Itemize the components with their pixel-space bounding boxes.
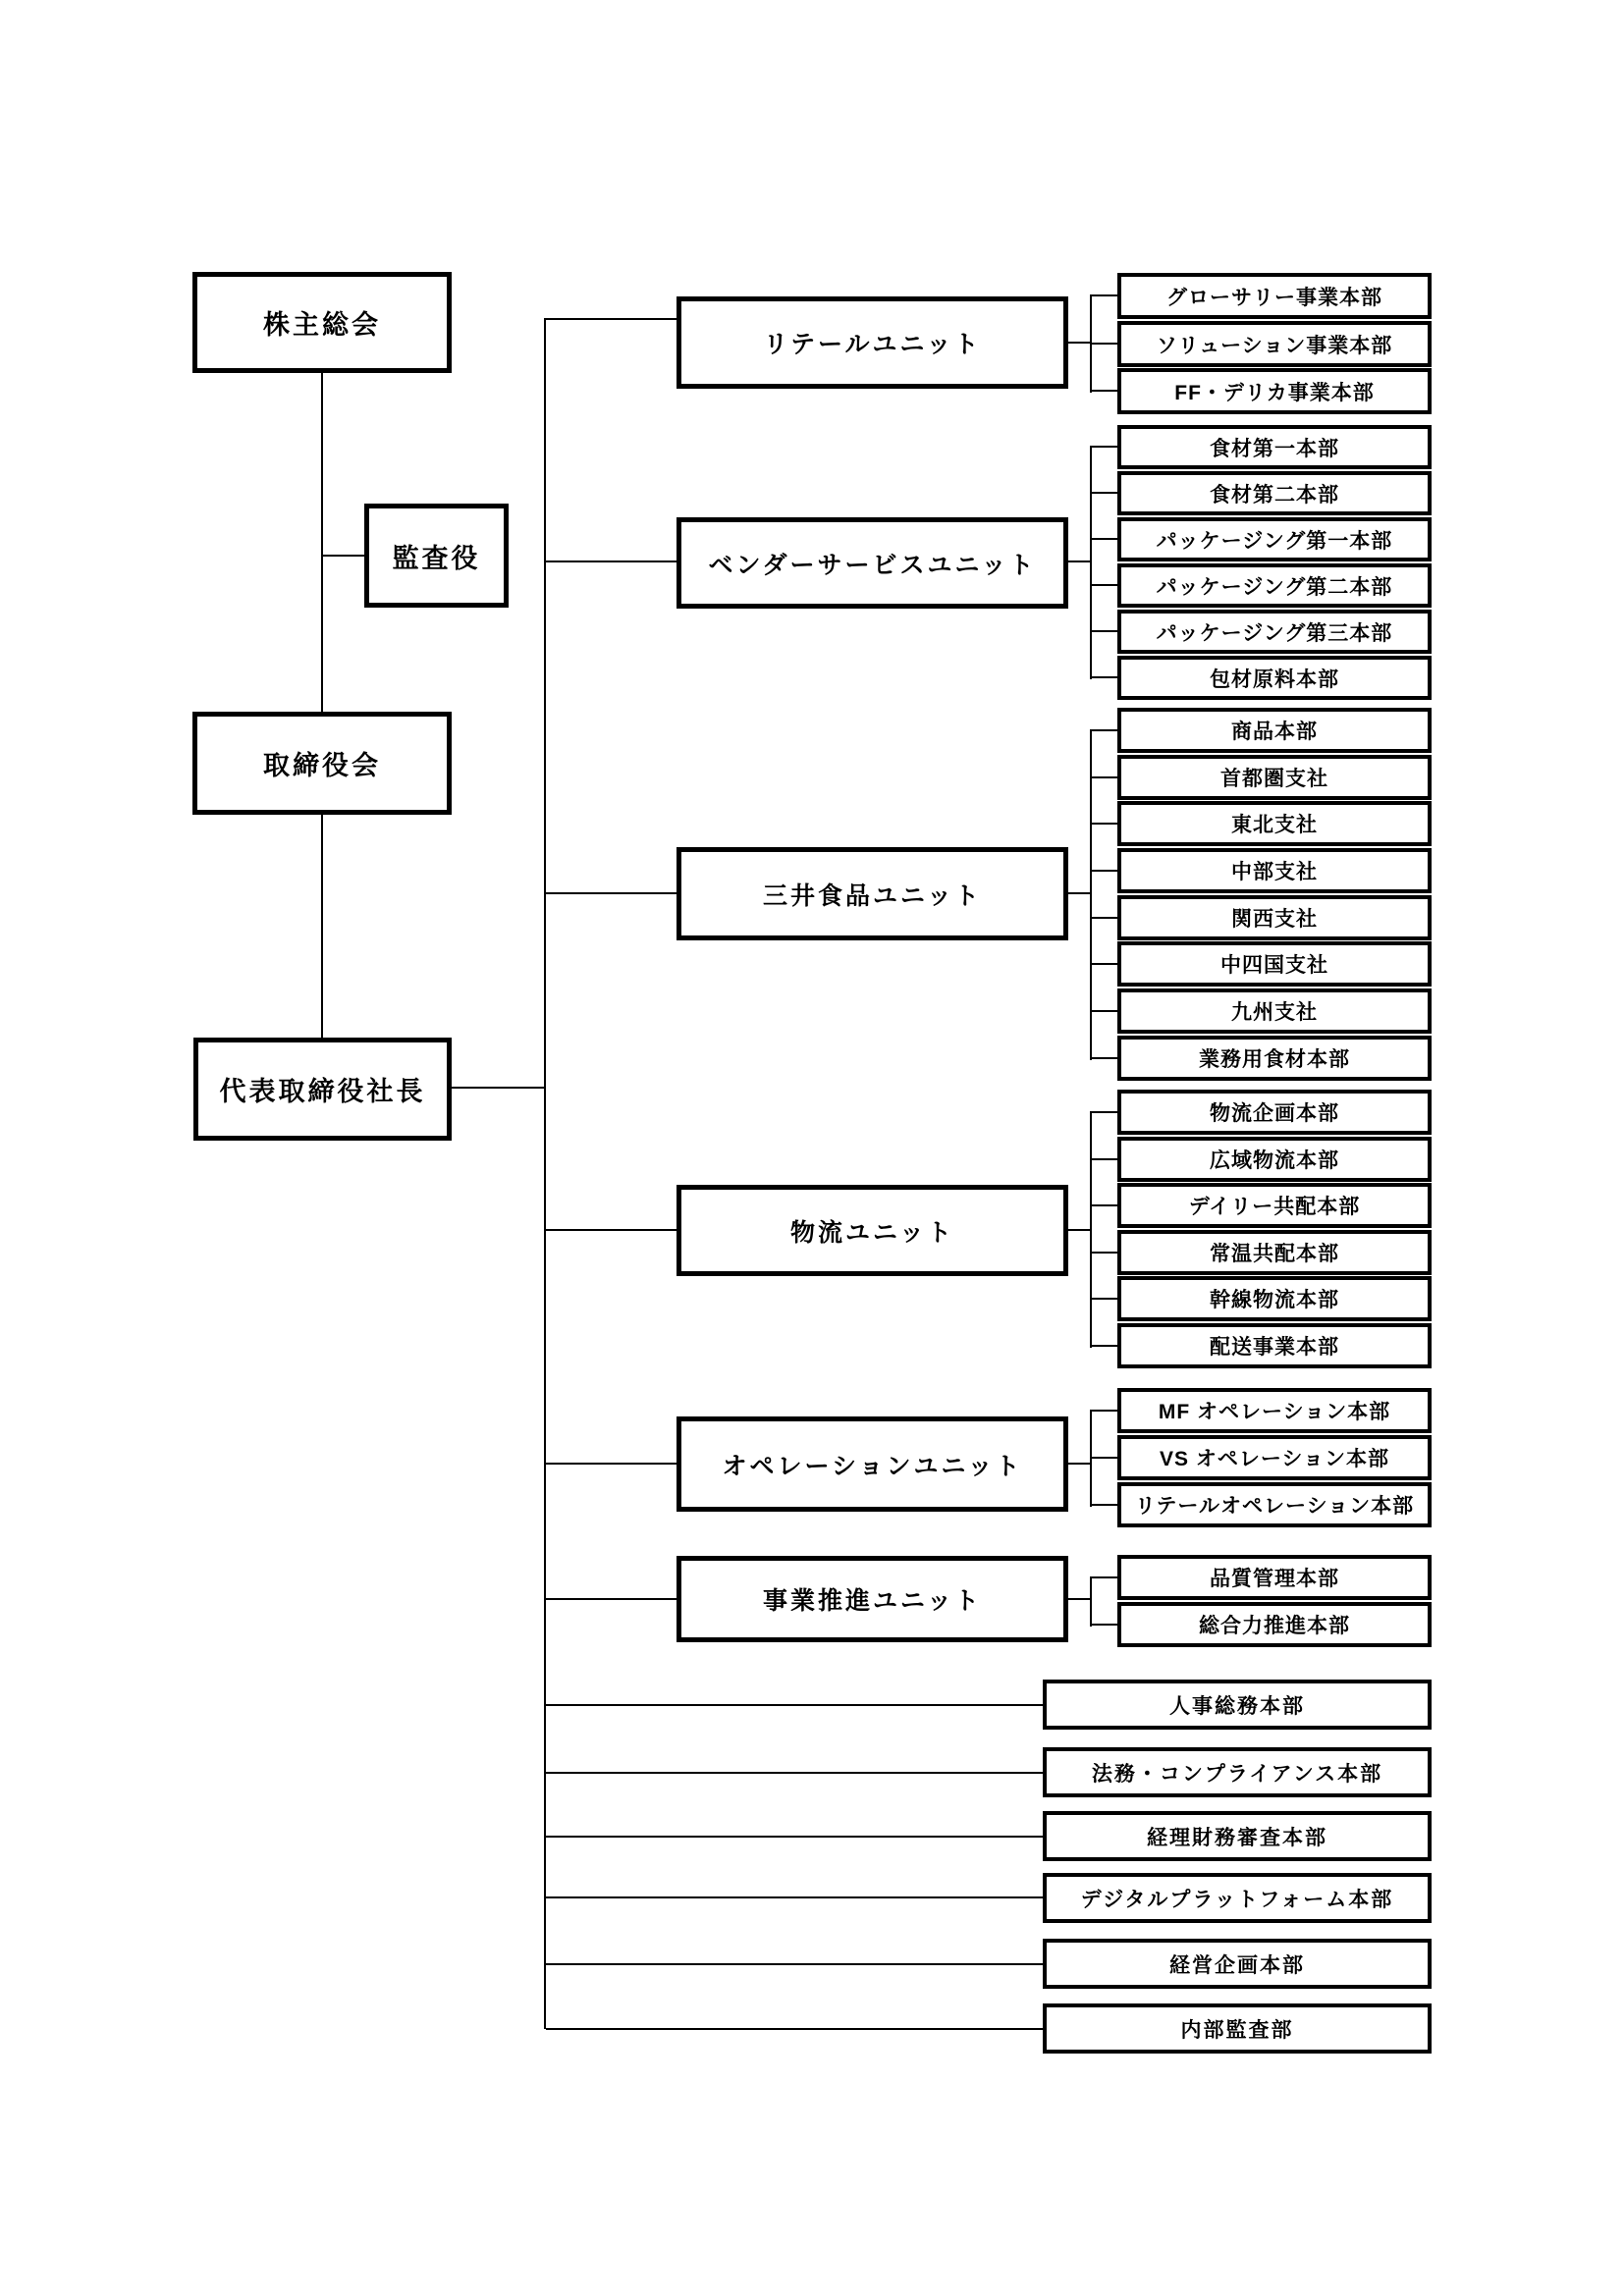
connector xyxy=(1090,1504,1117,1506)
unit-retail: リテールユニット xyxy=(677,296,1068,389)
connector xyxy=(546,1836,1043,1838)
connector xyxy=(546,1598,677,1600)
unit-vendor-service: ベンダーサービスユニット xyxy=(677,517,1068,609)
connector xyxy=(546,1963,1043,1965)
connector xyxy=(1090,676,1117,678)
connector xyxy=(1090,492,1117,494)
dept-packaging-2: パッケージング第二本部 xyxy=(1117,563,1432,608)
connector xyxy=(1090,823,1117,825)
connector xyxy=(1090,729,1117,731)
connector xyxy=(1090,1410,1117,1412)
bracket-connector xyxy=(1090,1577,1092,1627)
bracket-connector xyxy=(1090,1112,1092,1348)
bracket-connector xyxy=(1090,447,1092,679)
connector xyxy=(1090,343,1117,345)
dept-vs-operation: VS オペレーション本部 xyxy=(1117,1435,1432,1480)
connector xyxy=(1090,1624,1117,1626)
connector xyxy=(544,318,677,320)
unit-operation: オペレーションユニット xyxy=(677,1416,1068,1512)
connector xyxy=(1090,1057,1117,1059)
branch-metropolitan: 首都圏支社 xyxy=(1117,755,1432,800)
dept-retail-operation: リテールオペレーション本部 xyxy=(1117,1482,1432,1527)
node-president: 代表取締役社長 xyxy=(193,1038,452,1141)
branch-kansai: 関西支社 xyxy=(1117,895,1432,940)
connector xyxy=(1090,446,1117,448)
connector xyxy=(321,815,323,1038)
connector xyxy=(546,1463,677,1465)
connector xyxy=(452,1087,546,1089)
dept-hr-general-affairs: 人事総務本部 xyxy=(1043,1680,1432,1730)
branch-tohoku: 東北支社 xyxy=(1117,801,1432,846)
dept-quality-control: 品質管理本部 xyxy=(1117,1555,1432,1600)
dept-daily-codelivery: デイリー共配本部 xyxy=(1117,1183,1432,1228)
connector xyxy=(1090,294,1117,296)
connector xyxy=(1090,390,1117,392)
dept-ambient-codelivery: 常温共配本部 xyxy=(1117,1230,1432,1275)
connector xyxy=(1090,870,1117,872)
dept-foodstuff-2: 食材第二本部 xyxy=(1117,471,1432,515)
connector xyxy=(1068,1598,1092,1600)
connector xyxy=(1090,1576,1117,1578)
dept-packaging-materials: 包材原料本部 xyxy=(1117,656,1432,700)
connector xyxy=(1090,1252,1117,1254)
connector xyxy=(1090,1010,1117,1012)
connector xyxy=(1090,1345,1117,1347)
connector xyxy=(321,373,323,712)
branch-chushikoku: 中四国支社 xyxy=(1117,941,1432,987)
branch-kyushu: 九州支社 xyxy=(1117,988,1432,1034)
connector xyxy=(1090,1158,1117,1160)
dept-accounting-finance-examination: 経理財務審査本部 xyxy=(1043,1811,1432,1861)
connector xyxy=(1090,584,1117,586)
dept-wide-area-logistics: 広域物流本部 xyxy=(1117,1137,1432,1182)
connector xyxy=(1068,1463,1092,1465)
connector xyxy=(546,892,677,894)
unit-business-promotion: 事業推進ユニット xyxy=(677,1556,1068,1642)
dept-digital-platform: デジタルプラットフォーム本部 xyxy=(1043,1873,1432,1923)
dept-foodstuff-1: 食材第一本部 xyxy=(1117,425,1432,469)
connector xyxy=(322,555,364,557)
connector xyxy=(1090,917,1117,919)
dept-trunk-logistics: 幹線物流本部 xyxy=(1117,1276,1432,1321)
dept-comprehensive-promotion: 総合力推進本部 xyxy=(1117,1602,1432,1647)
connector xyxy=(1090,1111,1117,1113)
dept-packaging-3: パッケージング第三本部 xyxy=(1117,610,1432,654)
dept-ff-delica-business: FF・デリカ事業本部 xyxy=(1117,368,1432,414)
connector xyxy=(1068,561,1092,562)
node-board-of-directors: 取締役会 xyxy=(192,712,452,815)
dept-grocery-business: グローサリー事業本部 xyxy=(1117,273,1432,319)
connector xyxy=(1090,1457,1117,1459)
bracket-connector xyxy=(1090,1411,1092,1507)
connector xyxy=(546,1896,1043,1898)
connector xyxy=(1068,892,1092,894)
dept-foodservice-materials: 業務用食材本部 xyxy=(1117,1036,1432,1081)
dept-mf-operation: MF オペレーション本部 xyxy=(1117,1388,1432,1433)
branch-chubu: 中部支社 xyxy=(1117,848,1432,893)
dept-packaging-1: パッケージング第一本部 xyxy=(1117,517,1432,561)
unit-mitsui-foods: 三井食品ユニット xyxy=(677,847,1068,940)
connector xyxy=(1090,963,1117,965)
connector xyxy=(546,1229,677,1231)
unit-logistics: 物流ユニット xyxy=(677,1185,1068,1276)
dept-legal-compliance: 法務・コンプライアンス本部 xyxy=(1043,1747,1432,1797)
connector xyxy=(546,561,677,562)
dept-merchandise: 商品本部 xyxy=(1117,708,1432,753)
connector xyxy=(1068,1229,1092,1231)
dept-solution-business: ソリューション事業本部 xyxy=(1117,321,1432,367)
connector xyxy=(546,2028,1043,2030)
connector xyxy=(1090,776,1117,778)
dept-delivery-business: 配送事業本部 xyxy=(1117,1323,1432,1368)
node-shareholders: 株主総会 xyxy=(192,272,452,373)
dept-corporate-planning: 経営企画本部 xyxy=(1043,1939,1432,1989)
dept-logistics-planning: 物流企画本部 xyxy=(1117,1090,1432,1135)
connector xyxy=(1090,630,1117,632)
connector xyxy=(1068,342,1092,344)
connector xyxy=(546,1704,1043,1706)
node-auditors: 監査役 xyxy=(364,504,509,608)
connector xyxy=(1090,538,1117,540)
connector xyxy=(546,1772,1043,1774)
connector xyxy=(1090,1298,1117,1300)
connector xyxy=(1090,1204,1117,1206)
dept-internal-audit: 内部監査部 xyxy=(1043,2003,1432,2054)
